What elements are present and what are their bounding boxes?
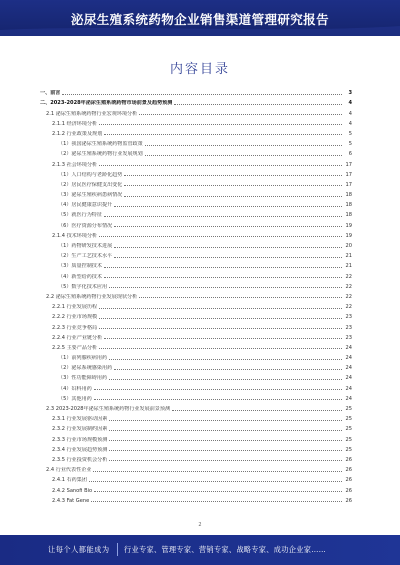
toc-leader-dots (104, 215, 342, 217)
toc-entry-title: 2.4.2 Sanofi Bio (52, 487, 93, 494)
toc-leader-dots (145, 154, 342, 156)
toc-leader-dots (114, 246, 342, 248)
toc-entry-page: 22 (345, 273, 352, 280)
toc-leader-dots (172, 409, 342, 411)
toc-entry-page: 22 (345, 283, 352, 290)
toc-entry-page: 24 (345, 395, 352, 402)
toc-entry-title: （4）居民健康意识提升 (58, 202, 113, 209)
toc-entry-page: 5 (348, 141, 352, 148)
toc-entry[interactable] (40, 412, 352, 422)
toc-entry-page: 23 (345, 314, 352, 321)
toc-entry-page: 24 (345, 375, 352, 382)
toc-entry-title: （4）新型给药技术 (58, 273, 102, 280)
toc-entry-title: 2.2.1 行业发展历程 (52, 304, 98, 311)
toc-entry-title: 2.2.2 行业市场规模 (52, 314, 98, 321)
toc-entry-page: 24 (345, 355, 352, 362)
toc-entry-page: 22 (345, 293, 352, 300)
toc-entry-page: 17 (345, 161, 352, 168)
toc-entry-title: （1）人口结构与老龄化趋势 (58, 171, 123, 178)
toc-entry-title: （1）我国泌尿生殖系统药物监管政策 (58, 141, 143, 148)
toc-entry-page: 6 (348, 151, 352, 158)
toc-entry-page: 4 (348, 120, 352, 127)
toc-entry-page: 25 (345, 416, 352, 423)
toc-entry-title: 2.1 泌尿生殖系统药物行业宏观环境分析 (46, 110, 138, 117)
toc-entry-page: 18 (345, 212, 352, 219)
toc-entry-page: 22 (345, 304, 352, 311)
toc-entry-title: （2）泌尿生殖系统药物行业发展规划 (58, 151, 143, 158)
footer-separator (117, 543, 118, 556)
toc-entry[interactable] (40, 443, 352, 453)
toc-leader-dots (124, 184, 342, 186)
toc-leader-dots (99, 123, 342, 125)
toc-entry-title: 2.3.1 行业发展驱动因素 (52, 416, 108, 423)
table-of-contents (40, 86, 352, 504)
toc-leader-dots (99, 317, 342, 319)
toc-entry[interactable] (40, 300, 352, 310)
toc-leader-dots (109, 358, 342, 360)
toc-leader-dots (94, 388, 342, 390)
toc-entry[interactable] (40, 208, 352, 218)
toc-entry[interactable] (40, 483, 352, 493)
toc-entry[interactable] (40, 157, 352, 167)
toc-leader-dots (104, 133, 342, 135)
toc-entry-page: 23 (345, 334, 352, 341)
toc-leader-dots (124, 174, 342, 176)
toc-entry-title: 2.3.2 行业发展制约因素 (52, 426, 108, 433)
toc-entry-title: 2.1.4 技术环境分析 (52, 232, 98, 239)
toc-entry-title: （6）医疗资源分布情况 (58, 222, 113, 229)
toc-leader-dots (99, 347, 342, 349)
toc-leader-dots (94, 490, 342, 492)
toc-leader-dots (114, 256, 342, 258)
toc-leader-dots (109, 449, 342, 451)
toc-leader-dots (99, 235, 342, 237)
toc-entry[interactable] (40, 127, 352, 137)
toc-leader-dots (139, 296, 342, 298)
toc-entry-page: 4 (348, 110, 352, 117)
toc-entry-title: 2.1.2 行业政策及规划 (52, 130, 103, 137)
toc-entry-title: （1）前列腺疾病用药 (58, 355, 108, 362)
toc-entry-title: 2.3 2023-2028年泌尿生殖系统药物行业发展前景预测 (46, 406, 171, 412)
toc-leader-dots (174, 103, 342, 105)
toc-entry[interactable] (40, 402, 352, 412)
toc-entry[interactable] (40, 473, 352, 483)
toc-entry[interactable] (40, 361, 352, 371)
toc-entry-title: （5）其他用药 (58, 395, 92, 402)
toc-leader-dots (104, 266, 342, 268)
toc-leader-dots (114, 368, 342, 370)
toc-entry-title: 2.3.3 行业市场规模预测 (52, 436, 108, 443)
toc-leader-dots (109, 286, 342, 288)
toc-entry-title: 2.1.3 社会环境分析 (52, 161, 98, 168)
toc-entry[interactable] (40, 168, 352, 178)
toc-entry[interactable] (40, 137, 352, 147)
toc-entry[interactable] (40, 351, 352, 361)
toc-entry[interactable] (40, 229, 352, 239)
toc-leader-dots (124, 195, 342, 197)
page-number: 2 (198, 522, 202, 528)
toc-entry[interactable] (40, 147, 352, 157)
toc-entry[interactable] (40, 117, 352, 127)
toc-leader-dots (109, 459, 342, 461)
toc-leader-dots (99, 327, 342, 329)
toc-leader-dots (139, 113, 342, 115)
toc-entry[interactable] (40, 259, 352, 269)
toc-leader-dots (104, 337, 342, 339)
toc-entry-page: 24 (345, 365, 352, 372)
toc-entry-title: 2.2.3 行业竞争格局 (52, 324, 98, 331)
toc-entry-title: （2）生产工艺技术水平 (58, 253, 113, 260)
toc-entry[interactable] (40, 239, 352, 249)
toc-entry[interactable] (40, 290, 352, 300)
toc-entry-page: 26 (345, 497, 352, 504)
footer-band (0, 535, 400, 565)
toc-leader-dots (145, 144, 342, 146)
toc-leader-dots (94, 398, 342, 400)
toc-entry-title: 2.4.3 Fat Gene (52, 497, 90, 504)
toc-entry[interactable] (40, 341, 352, 351)
toc-entry-title: （2）泌尿系统感染用药 (58, 365, 113, 372)
toc-entry[interactable] (40, 320, 352, 330)
toc-entry[interactable] (40, 106, 352, 116)
toc-entry-page: 20 (345, 243, 352, 249)
toc-leader-dots (93, 470, 342, 472)
toc-entry-page: 17 (345, 171, 352, 178)
toc-entry-page: 5 (348, 130, 352, 137)
toc-leader-dots (109, 378, 342, 380)
toc-entry-title: 2.3.5 行业投资机会分析 (52, 456, 108, 463)
toc-leader-dots (109, 429, 342, 431)
toc-entry-title: （3）质量控制技术 (58, 263, 102, 270)
toc-leader-dots (109, 419, 342, 421)
toc-entry-page: 26 (345, 477, 352, 484)
toc-entry-title: 2.2.4 行业产业链分析 (52, 334, 103, 341)
toc-entry-title: 二、2023-2028年泌尿生殖系统药物市场前景及趋势预测 (40, 100, 173, 107)
toc-entry[interactable] (40, 392, 352, 402)
toc-entry-title: （3）泌尿生殖疾病患病情况 (58, 192, 123, 199)
toc-entry-page: 19 (345, 232, 352, 239)
toc-leader-dots (91, 500, 342, 502)
toc-entry-title: 2.2.5 主要产品分析 (52, 344, 98, 351)
toc-entry[interactable] (40, 96, 352, 106)
footer-slogan-left: 让每个人都能成为 (48, 545, 110, 554)
toc-entry-page: 26 (345, 467, 352, 474)
toc-entry[interactable] (40, 310, 352, 320)
header-band (0, 0, 400, 36)
toc-leader-dots (114, 205, 342, 207)
toc-entry-title: （4）妇科用药 (58, 385, 92, 392)
toc-entry[interactable] (40, 494, 352, 504)
toc-entry-page: 18 (345, 202, 352, 209)
toc-entry[interactable] (40, 280, 352, 290)
toc-entry[interactable] (40, 463, 352, 473)
toc-entry[interactable] (40, 331, 352, 341)
toc-leader-dots (99, 164, 342, 166)
toc-leader-dots (99, 307, 342, 309)
toc-entry-title: 一、前言 (40, 90, 61, 97)
toc-entry-page: 25 (345, 426, 352, 433)
toc-heading: 内容目录 (169, 62, 230, 77)
toc-entry-title: （2）居民医疗保健支出变化 (58, 181, 123, 188)
toc-entry-page: 21 (345, 253, 352, 260)
toc-entry-title: （5）就医行为特征 (58, 212, 102, 219)
toc-entry-title: 2.2 泌尿生殖系统药物行业发展现状分析 (46, 293, 138, 300)
toc-entry-title: （1）药物研发技术进展 (58, 243, 113, 249)
toc-entry-title: 2.3.4 行业发展趋势预测 (52, 446, 108, 453)
toc-leader-dots (104, 276, 342, 278)
toc-entry-page: 24 (345, 344, 352, 351)
toc-entry[interactable] (40, 422, 352, 432)
toc-entry-title: 2.4 行业代表性企业 (46, 467, 92, 474)
toc-entry-page: 17 (345, 181, 352, 188)
toc-entry[interactable] (40, 188, 352, 198)
toc-entry-page: 24 (345, 385, 352, 392)
toc-entry-page: 21 (345, 263, 352, 270)
toc-entry-page: 18 (345, 192, 352, 199)
toc-entry[interactable] (40, 218, 352, 228)
toc-entry-title: 2.4.1 石药集团 (52, 477, 87, 484)
toc-entry[interactable] (40, 453, 352, 463)
toc-entry[interactable] (40, 371, 352, 381)
footer-slogan-right: 行业专家、管理专家、营销专家、战略专家、成功企业家…… (124, 545, 327, 554)
toc-entry-page: 25 (345, 446, 352, 453)
toc-entry-page: 3 (348, 90, 352, 97)
toc-entry-page: 25 (345, 436, 352, 443)
toc-entry-page: 25 (345, 406, 352, 412)
toc-entry[interactable] (40, 249, 352, 259)
toc-entry[interactable] (40, 381, 352, 391)
toc-entry-page: 4 (348, 100, 352, 107)
toc-leader-dots (62, 93, 342, 95)
toc-entry-page: 26 (345, 456, 352, 463)
toc-entry-page: 26 (345, 487, 352, 494)
toc-entry-title: （5）数字化技术应用 (58, 283, 108, 290)
toc-leader-dots (109, 439, 342, 441)
toc-leader-dots (89, 480, 342, 482)
toc-entry-title: （3）性功能障碍用药 (58, 375, 108, 382)
toc-entry-page: 19 (345, 222, 352, 229)
toc-entry[interactable] (40, 432, 352, 442)
report-title: 泌尿生殖系统药物企业销售渠道管理研究报告 (70, 12, 329, 27)
toc-entry-page: 23 (345, 324, 352, 331)
toc-entry[interactable] (40, 198, 352, 208)
toc-entry[interactable] (40, 178, 352, 188)
toc-entry[interactable] (40, 269, 352, 279)
toc-entry[interactable] (40, 86, 352, 96)
toc-entry-title: 2.1.1 经济环境分析 (52, 120, 98, 127)
toc-leader-dots (114, 225, 342, 227)
